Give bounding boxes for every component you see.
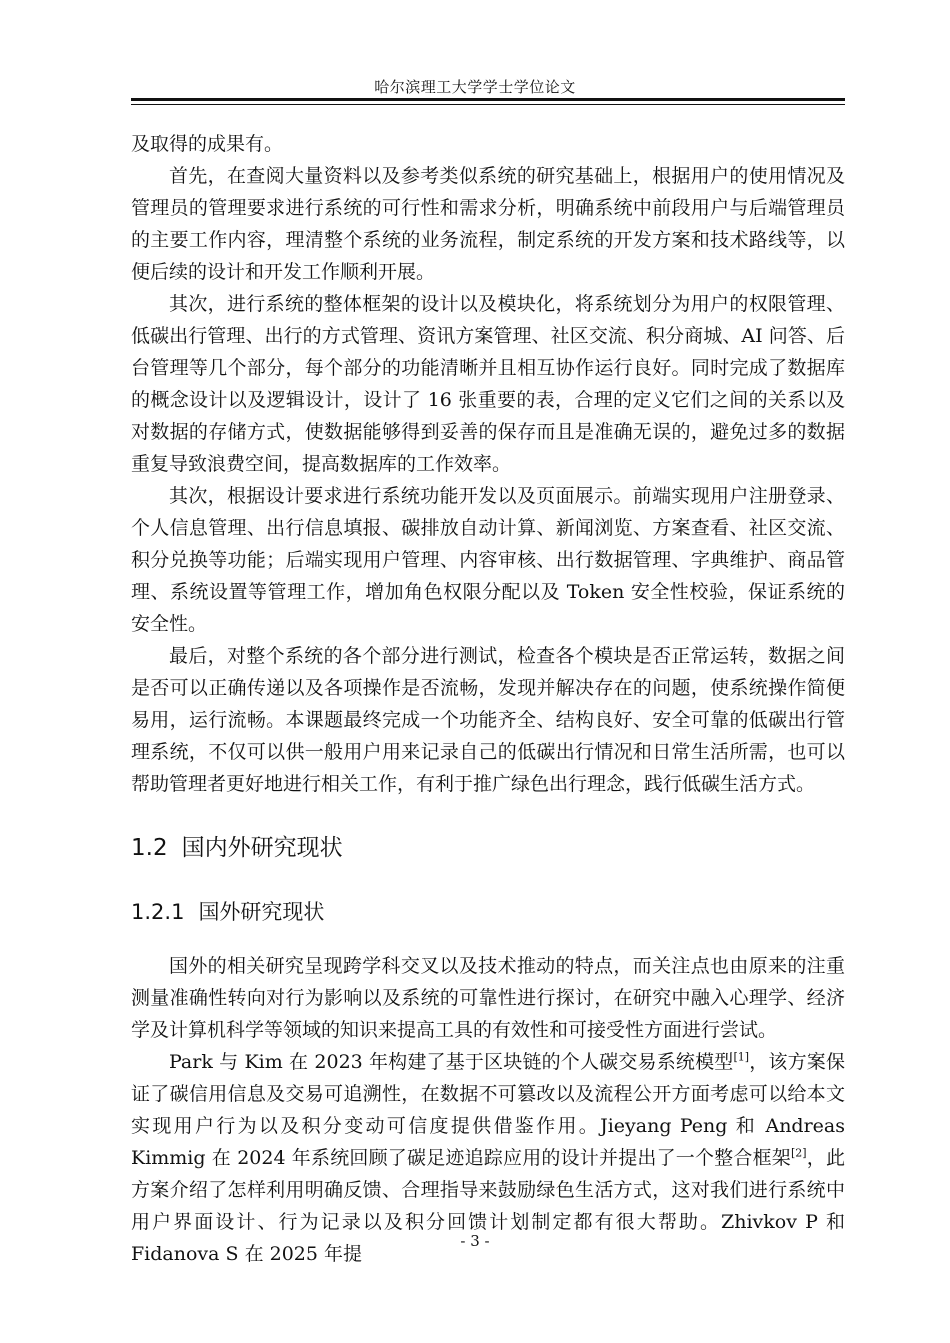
header-rule-thin xyxy=(131,104,845,105)
subsection-title: 国外研究现状 xyxy=(198,900,325,924)
ref-text-part1: Park 与 Kim 在 2023 年构建了基于区块链的个人碳交易系统模型 xyxy=(169,1051,734,1073)
paragraph-third: 其次，根据设计要求进行系统功能开发以及页面展示。前端实现用户注册登录、个人信息管理、出行信息填报、碳排放自动计算、新闻浏览、方案查看、社区交流、积分兑换等功能；后端实现用户管理、内容审核、出行数据管理、字典维护、商品管理、系统设置等管理工作，增加角色权限分配以及 Token 安全性校验，保证系统的安全性。 xyxy=(131,485,845,635)
paragraph-continued: 及取得的成果有。 xyxy=(131,133,284,155)
paragraph-first: 首先，在查阅大量资料以及参考类似系统的研究基础上，根据用户的使用情况及管理员的管理要求进行系统的可行性和需求分析，明确系统中前段用户与后端管理员的主要工作内容，理清整个系统的业务流程，制定系统的开发方案和技术路线等，以便后续的设计和开发工作顺利开展。 xyxy=(131,165,845,283)
page-number: - 3 - xyxy=(460,1232,490,1250)
body-text xyxy=(131,128,845,1270)
section-heading xyxy=(131,818,845,878)
ref-text-part2: ，该方案保证了碳信用信息及交易可追溯性，在数据不可篡改以及流程公开方面考虑可以给本文实现用户行为以及积分变动可信度提供借鉴作用。Jieyang Peng 和 Andreas Kimmig 在 2024 年系统回顾了碳足迹追踪应用的设计并提出了一个整合框架 xyxy=(131,1051,845,1169)
subsection-number: 1.2.1 xyxy=(131,900,185,924)
citation-1: [1] xyxy=(733,1050,750,1064)
paragraph-foreign-intro: 国外的相关研究呈现跨学科交叉以及技术推动的特点，而关注点也由原来的注重测量准确性转向对行为影响以及系统的可靠性进行探讨，在研究中融入心理学、经济学及计算机科学等领域的知识来提高工具的有效性和可接受性方面进行尝试。 xyxy=(131,955,845,1041)
citation-2: [2] xyxy=(790,1146,807,1160)
running-header: 哈尔滨理工大学学士学位论文 xyxy=(374,78,576,96)
subsection-heading xyxy=(131,886,845,938)
paragraph-last: 最后，对整个系统的各个部分进行测试，检查各个模块是否正常运转，数据之间是否可以正确传递以及各项操作是否流畅，发现并解决存在的问题，使系统操作简便易用，运行流畅。本课题最终完成一个功能齐全、结构良好、安全可靠的低碳出行管理系统，不仅可以供一般用户用来记录自己的低碳出行情况和日常生活所需，也可以帮助管理者更好地进行相关工作，有利于推广绿色出行理念，践行低碳生活方式。 xyxy=(131,645,845,795)
section-number: 1.2 xyxy=(131,835,168,861)
ref-text-part3: ，此方案介绍了怎样利用明确反馈、合理指导来鼓励绿色生活方式，这对我们进行系统中用户界面设计、行为记录以及积分回馈计划制定都有很大帮助。Zhivkov P 和 Fidanova S 在 2025 年提 xyxy=(131,1147,845,1265)
section-title: 国内外研究现状 xyxy=(181,835,343,861)
header-rule xyxy=(131,98,845,101)
paragraph-second: 其次，进行系统的整体框架的设计以及模块化，将系统划分为用户的权限管理、低碳出行管理、出行的方式管理、资讯方案管理、社区交流、积分商城、AI 问答、后台管理等几个部分，每个部分的功能清晰并且相互协作运行良好。同时完成了数据库的概念设计以及逻辑设计，设计了 16 张重要的表，合理的定义它们之间的关系以及对数据的存储方式，使数据能够得到妥善的保存而且是准确无误的，避免过多的数据重复导致浪费空间，提高数据库的工作效率。 xyxy=(131,293,845,475)
